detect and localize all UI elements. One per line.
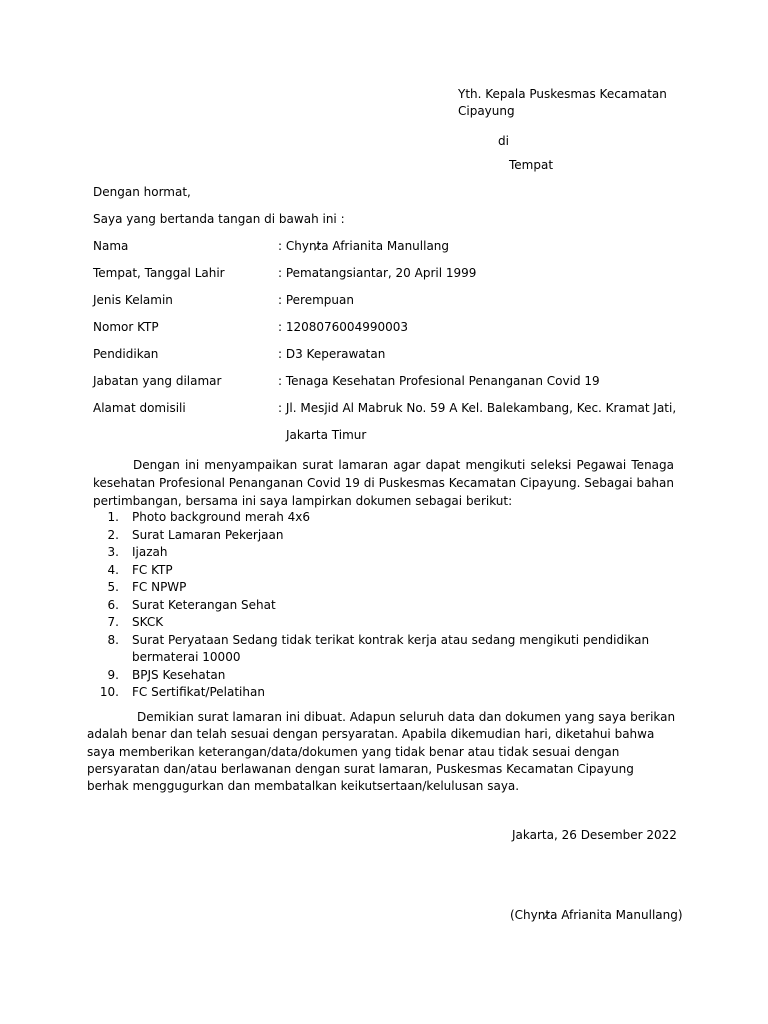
list-item: [93, 684, 693, 702]
list-text: SKCK: [132, 615, 164, 629]
recipient-block: [458, 87, 667, 172]
list-item: [93, 632, 693, 667]
field-value: : Pematangsiantar, 20 April 1999: [278, 266, 477, 280]
recipient-line-3: di: [498, 134, 509, 148]
signature-name: (Chynt̷a Afrianita Manullang): [510, 908, 683, 922]
field-row-gender: [93, 293, 693, 320]
list-number: 3.: [107, 545, 119, 559]
list-item: [93, 544, 693, 562]
body-paragraph-text: Dengan ini menyampaikan surat lamaran agar dapat mengikuti seleksi Pegawai Tenaga kesehatan Profesional Penanganan Covid 19 di Puskesmas Kecamatan Cipayung. Sebagai bahan pertimbangan, bersama ini saya lampirkan dokumen sebagai berikut:: [93, 458, 674, 508]
list-text: FC NPWP: [132, 580, 187, 594]
list-number: 1.: [107, 510, 119, 524]
salutation: Dengan hormat,: [93, 185, 191, 199]
field-label: Alamat domisili: [93, 401, 186, 415]
field-label: Tempat, Tanggal Lahir: [93, 266, 225, 280]
field-value: : 1208076004990003: [278, 320, 409, 334]
field-value: : Perempuan: [278, 293, 354, 307]
applicant-fields: [93, 239, 693, 442]
closing-paragraph-text: Demikian surat lamaran ini dibuat. Adapun seluruh data dan dokumen yang saya berikan adalah benar dan telah sesuai dengan persyaratan. Apabila dikemudian hari, diketahui bahwa saya memberikan keterangan/data/dokumen yang tidak benar atau tidak sesuai dengan persyaratan dan/atau berlawanan dengan surat lamaran, Puskesmas Kecamatan Cipayung berhak menggugurkan dan membatalkan keikutsertaan/kelulusan saya.: [87, 710, 676, 794]
list-number: 10.: [99, 685, 119, 699]
field-label: Jenis Kelamin: [93, 293, 173, 307]
field-row-birth: [93, 266, 693, 293]
list-number: 8.: [107, 632, 119, 647]
document-list: [93, 509, 693, 702]
field-row-ktp: [93, 320, 693, 347]
field-value: : Jl. Mesjid Al Mabruk No. 59 A Kel. Balekambang, Kec. Kramat Jati,: [278, 401, 677, 415]
field-label: Nomor KTP: [93, 320, 159, 334]
recipient-line-2: Cipayung: [458, 104, 515, 118]
list-text: Photo background merah 4x6: [132, 510, 310, 524]
list-item: [93, 509, 693, 527]
list-item: [93, 614, 693, 632]
field-row-address: [93, 401, 693, 442]
list-item: [93, 597, 693, 615]
body-paragraph: [93, 456, 674, 510]
list-text: FC Sertifikat/Pelatihan: [132, 685, 265, 699]
field-label: Jabatan yang dilamar: [93, 374, 222, 388]
field-row-name: [93, 239, 693, 266]
field-value: : Tenaga Kesehatan Profesional Penanganan Covid 19: [278, 374, 600, 388]
list-text: BPJS Kesehatan: [132, 667, 226, 682]
field-row-position: [93, 374, 693, 401]
list-item: [93, 527, 693, 545]
list-number: 4.: [107, 562, 119, 577]
letter-date: Jakarta, 26 Desember 2022: [512, 828, 677, 842]
list-number: 7.: [107, 615, 119, 629]
field-value-continuation: Jakarta Timur: [286, 428, 367, 442]
list-item: [93, 579, 693, 597]
field-value: : Chynt̷a Afrianita Manullang: [278, 239, 450, 253]
list-number: 5.: [107, 580, 119, 594]
list-text: Surat Lamaran Pekerjaan: [132, 527, 284, 542]
list-item: [93, 667, 693, 685]
list-text: Ijazah: [132, 545, 168, 559]
field-label: Nama: [93, 239, 129, 253]
list-item: [93, 562, 693, 580]
list-number: 6.: [107, 597, 119, 612]
list-text: FC KTP: [132, 562, 173, 577]
recipient-line-1: Yth. Kepala Puskesmas Kecamatan: [458, 87, 667, 101]
list-number: 2.: [107, 527, 119, 542]
list-text: Surat Peryataan Sedang tidak terikat kontrak kerja atau sedang mengikuti pendidikan bermaterai 10000: [132, 632, 650, 664]
closing-paragraph: [87, 709, 677, 795]
field-label: Pendidikan: [93, 347, 159, 361]
field-row-education: [93, 347, 693, 374]
list-text: Surat Keterangan Sehat: [132, 597, 276, 612]
recipient-line-4: Tempat: [509, 158, 554, 172]
list-number: 9.: [107, 667, 119, 682]
intro-text: Saya yang bertanda tangan di bawah ini :: [93, 212, 345, 226]
field-value: : D3 Keperawatan: [278, 347, 386, 361]
